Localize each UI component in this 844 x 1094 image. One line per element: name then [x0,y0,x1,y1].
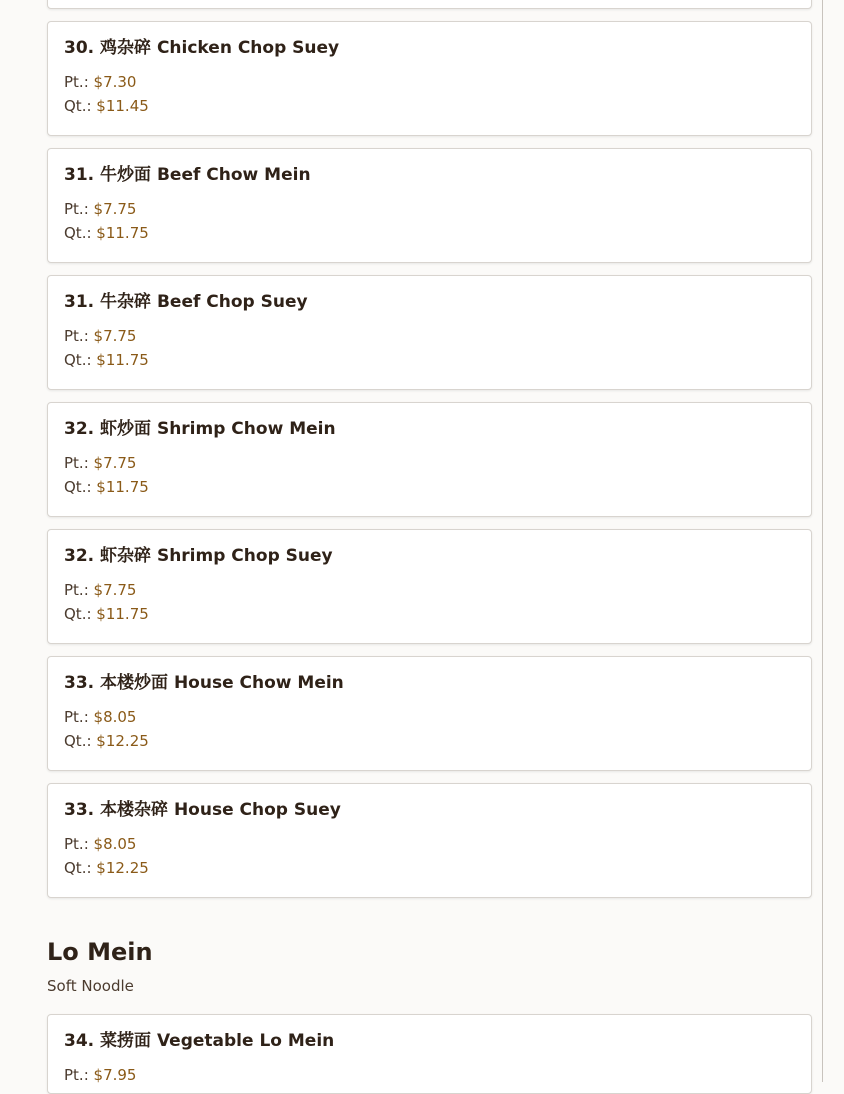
pint-price: $7.75 [93,200,137,218]
menu-item-title: 33. 本楼杂碎 House Chop Suey [64,800,341,820]
quart-price: $12.25 [96,732,149,750]
pint-label: Pt.: [64,708,89,726]
quart-price-row [64,96,149,116]
quart-price: $11.45 [96,97,149,115]
menu-item-title: 31. 牛炒面 Beef Chow Mein [64,165,311,185]
menu-item-title: 33. 本楼炒面 House Chow Mein [64,673,344,693]
pint-price-row [64,834,136,854]
menu-item-card[interactable] [47,148,812,263]
menu-item-title: 30. 鸡杂碎 Chicken Chop Suey [64,38,340,58]
pint-price-row [64,580,136,600]
quart-price: $11.75 [96,224,149,242]
menu-item-card[interactable] [47,1014,812,1094]
pint-price-row [64,72,136,92]
menu-item-title: 32. 虾炒面 Shrimp Chow Mein [64,419,336,439]
menu-item-card[interactable] [47,656,812,771]
menu-item-card[interactable] [47,783,812,898]
menu-item-card[interactable] [47,275,812,390]
quart-price: $11.75 [96,351,149,369]
pint-label: Pt.: [64,454,89,472]
quart-label: Qt.: [64,97,92,115]
pint-price-row [64,1065,136,1085]
pint-price: $8.05 [93,708,137,726]
menu-item-title: 34. 菜捞面 Vegetable Lo Mein [64,1031,335,1051]
quart-price-row [64,604,149,624]
pint-label: Pt.: [64,200,89,218]
quart-label: Qt.: [64,859,92,877]
pint-label: Pt.: [64,835,89,853]
quart-label: Qt.: [64,605,92,623]
pint-label: Pt.: [64,1066,89,1084]
pint-price: $7.30 [93,73,137,91]
quart-price-row [64,350,149,370]
quart-price-row [64,858,149,878]
menu-item-card[interactable] [47,529,812,644]
quart-price-row [64,223,149,243]
pint-price: $7.75 [93,581,137,599]
section-subtitle: Soft Noodle [47,977,134,995]
menu-item-title: 32. 虾杂碎 Shrimp Chop Suey [64,546,333,566]
quart-price: $11.75 [96,478,149,496]
quart-price-row [64,477,149,497]
pint-price-row [64,326,136,346]
pint-price: $7.75 [93,327,137,345]
pint-label: Pt.: [64,581,89,599]
section-title: Lo Mein [47,938,153,966]
quart-price-row [64,731,149,751]
pint-price: $7.95 [93,1066,137,1084]
quart-label: Qt.: [64,351,92,369]
quart-price: $11.75 [96,605,149,623]
pint-label: Pt.: [64,327,89,345]
menu-item-card[interactable] [47,21,812,136]
pint-price-row [64,707,136,727]
menu-item-card[interactable] [47,0,812,9]
quart-label: Qt.: [64,224,92,242]
pint-price: $7.75 [93,454,137,472]
pint-price-row [64,453,136,473]
pint-label: Pt.: [64,73,89,91]
pint-price-row [64,199,136,219]
quart-label: Qt.: [64,732,92,750]
menu-item-title: 31. 牛杂碎 Beef Chop Suey [64,292,308,312]
menu-item-card[interactable] [47,402,812,517]
pint-price: $8.05 [93,835,137,853]
quart-label: Qt.: [64,478,92,496]
quart-price: $12.25 [96,859,149,877]
